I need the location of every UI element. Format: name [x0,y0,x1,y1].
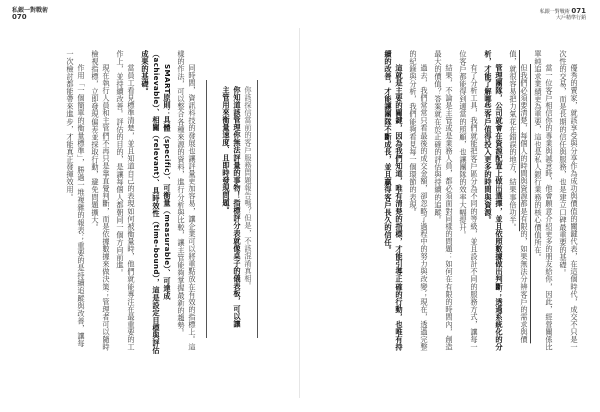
pull-quote-question: 你該採信當前的客戶服務問題報告嗎？但是，不該混淆真相。 [244,86,253,290]
right-paragraph: 優秀的賣家，就該享受與分享作為成功與價值的關鍵代表，在這個時代，成交不只是一次性的交易，而是長期的信任與服務，也是建立口碑最重要的基礎。 [559,50,579,352]
left-paragraph: 當員工看見標準清楚，並且知道自己的表現如何被衡量時，他們就能專注在最重要的工作上，並持續改善。評估的目的，是讓每個人都朝同一個方向前進。 [116,50,136,352]
right-paragraph: 過去，我們常常只看最後的成交金額，卻忽略了過程中的努力與改變；現在，透過完整的紀錄與分析，我們能夠看見每一個環節的表現。 [409,50,429,352]
right-header-subtitle: 大戶精準行銷 [555,15,586,21]
right-paragraph: 有了分析工具，我們就能把客戶區分為不同的等級，並且設計不同的服務方式，讓每一位客戶都能得到適當的照顧，也讓團隊的效率大幅提升。 [459,50,479,352]
right-page-header [540,8,586,21]
right-paragraph: 當一位客戶相信你的專業與誠意時，他會願意介紹更多的朋友給你，因此，經營關係比單純追求業績更為重要，這也是私人銀行業務的核心價值所在。 [534,50,554,352]
right-header-title: 私銀一對戰術 [539,9,570,15]
right-paragraph: 結果，不論是主管或是業務人員，都必須面對同樣的問題：如何在有限的時間內，創造最大的價值？答案就在於正確的評估與持續的追蹤。 [434,50,454,352]
pull-quote [206,80,258,338]
left-paragraph: SMART原則：具體（specific）、可衡量（measurable）、可達成（achievable）、相關（relevant）、具時效性（time-bound），這是設定目標與評估成果的基礎。 [141,50,172,355]
right-paragraph: 這就是主要的關鍵，因為我們知道，唯有清楚的指標，才能引導正確的行動，也唯有持續的改善，才能讓團隊不斷成長，並且贏得客戶長久的信任。 [384,50,404,352]
left-paragraph: 同時間，資訊科技的發展也讓評量更加容易，讓企業可以將重點放在有效的指標上。這樣的作法，可以整合各種來源的資料，進行分析與比較，讓主管能夠掌握最新的趨勢。 [177,50,197,352]
right-paragraph: 但我們必須要清楚，每個人的時間與資源都是有限的，如果無法分辨客戶的需求與價值，就很容易把力氣花在錯誤的地方，結果事倍功半。 [509,50,529,344]
right-page [300,0,600,412]
left-page-number: 070 [12,13,27,21]
left-paragraph: 作用「一個簡單的衡量標準」，勝過一堆複雜的報表；重要的是持續追蹤與改善，讓每一次檢討都能帶來進步，才能真正發揮效用。 [66,50,86,348]
right-paragraph: 管理團隊，公司就會在資源配置上做出選擇，並且依照數據做出判斷；透過系統化的分析，才能了解哪些客戶值得投入更多的時間與資源。 [484,50,504,352]
pull-quote-answer: 你知道該管理你無法評量的事物！指標評分表就像桌子的儀表板，可以讓主管用來衡量速度、且即時發現問題。 [222,86,242,328]
left-header-title: 私銀一對戰術 [12,7,49,14]
left-body-text [18,50,198,355]
right-page-number: 071 [571,7,586,15]
right-body-text [312,50,580,355]
left-page-header [12,8,48,21]
left-paragraph: 現在執行人員和主管們不再只是靠直覺判斷，而是依據數據來做決策；管理者可以隨時檢視指標，立即發現偏差並採取行動，避免問題擴大。 [91,50,111,352]
